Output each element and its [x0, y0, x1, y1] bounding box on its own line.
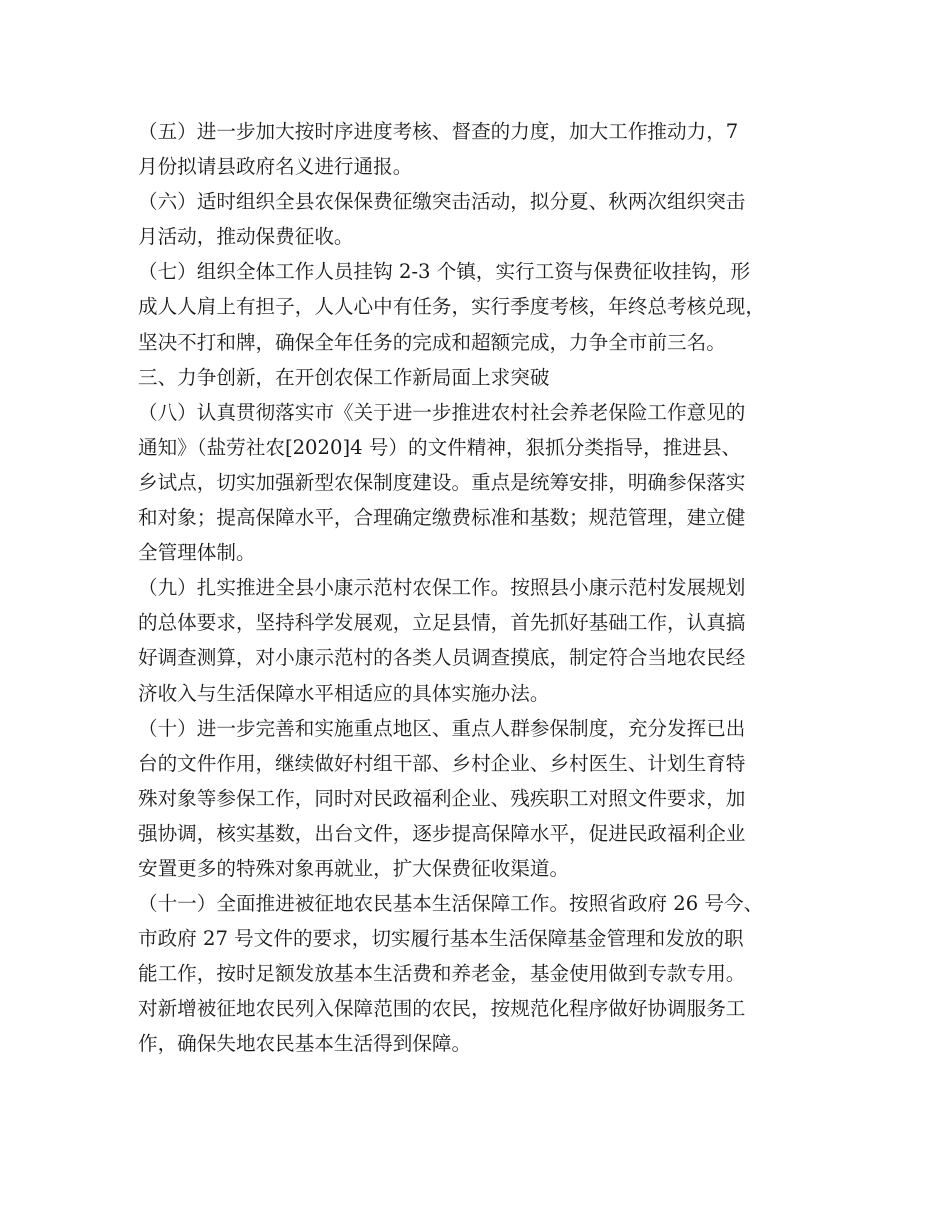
text-line: （十一）全面推进被征地农民基本生活保障工作。按照省政府 26 号今、 — [138, 892, 764, 916]
text-line: 通知》（盐劳社农[2020]4 号）的文件精神，狠抓分类指导，推进县、 — [138, 435, 742, 459]
text-line: 济收入与生活保障水平相适应的具体实施办法。 — [138, 681, 550, 705]
text-line: 安置更多的特殊对象再就业，扩大保费征收渠道。 — [138, 856, 570, 880]
text-line: （九）扎实推进全县小康示范村农保工作。按照县小康示范村发展规划 — [138, 576, 746, 600]
text-line: （十）进一步完善和实施重点地区、重点人群参保制度，充分发挥已出 — [138, 716, 746, 740]
text-line: （六）适时组织全县农保保费征缴突击活动，拟分夏、秋两次组织突击 — [138, 190, 746, 214]
text-line: 乡试点，切实加强新型农保制度建设。重点是统筹安排，明确参保落实 — [138, 470, 746, 494]
document-body — [138, 114, 818, 1062]
text-line: 月活动，推动保费征收。 — [138, 225, 354, 249]
text-line: 月份拟请县政府名义进行通报。 — [138, 155, 413, 179]
text-line: （五）进一步加大按时序进度考核、督查的力度，加大工作推动力，7 — [138, 120, 739, 143]
text-line: 市政府 27 号文件的要求，切实履行基本生活保障基金管理和发放的职 — [138, 927, 744, 951]
text-line: （八）认真贯彻落实市《关于进一步推进农村社会养老保险工作意见的 — [138, 400, 746, 424]
text-line: 和对象；提高保障水平，合理确定缴费标准和基数；规范管理，建立健 — [138, 506, 746, 530]
text-line: 的总体要求，坚持科学发展观，立足县情，首先抓好基础工作，认真搞 — [138, 611, 746, 635]
section-heading: 三、力争创新，在开创农保工作新局面上求突破 — [138, 365, 550, 389]
text-line: 强协调，核实基数，出台文件，逐步提高保障水平，促进民政福利企业 — [138, 821, 746, 845]
text-line: 对新增被征地农民列入保障范围的农民，按规范化程序做好协调服务工 — [138, 997, 746, 1021]
text-line: （七）组织全体工作人员挂钩 2-3 个镇，实行工资与保费征收挂钩，形 — [138, 260, 751, 284]
text-line: 殊对象等参保工作，同时对民政福利企业、残疾职工对照文件要求，加 — [138, 786, 746, 810]
text-line: 好调查测算，对小康示范村的各类人员调查摸底，制定符合当地农民经 — [138, 646, 746, 670]
text-line: 全管理体制。 — [138, 541, 256, 565]
text-line: 坚决不打和牌，确保全年任务的完成和超额完成，力争全市前三名。 — [138, 330, 726, 354]
text-line: 作，确保失地农民基本生活得到保障。 — [138, 1032, 472, 1056]
text-line: 台的文件作用，继续做好村组干部、乡村企业、乡村医生、计划生育特 — [138, 751, 746, 775]
text-line: 能工作，按时足额发放基本生活费和养老金，基金使用做到专款专用。 — [138, 962, 746, 986]
text-line: 成人人肩上有担子，人人心中有任务，实行季度考核，年终总考核兑现， — [138, 295, 765, 319]
